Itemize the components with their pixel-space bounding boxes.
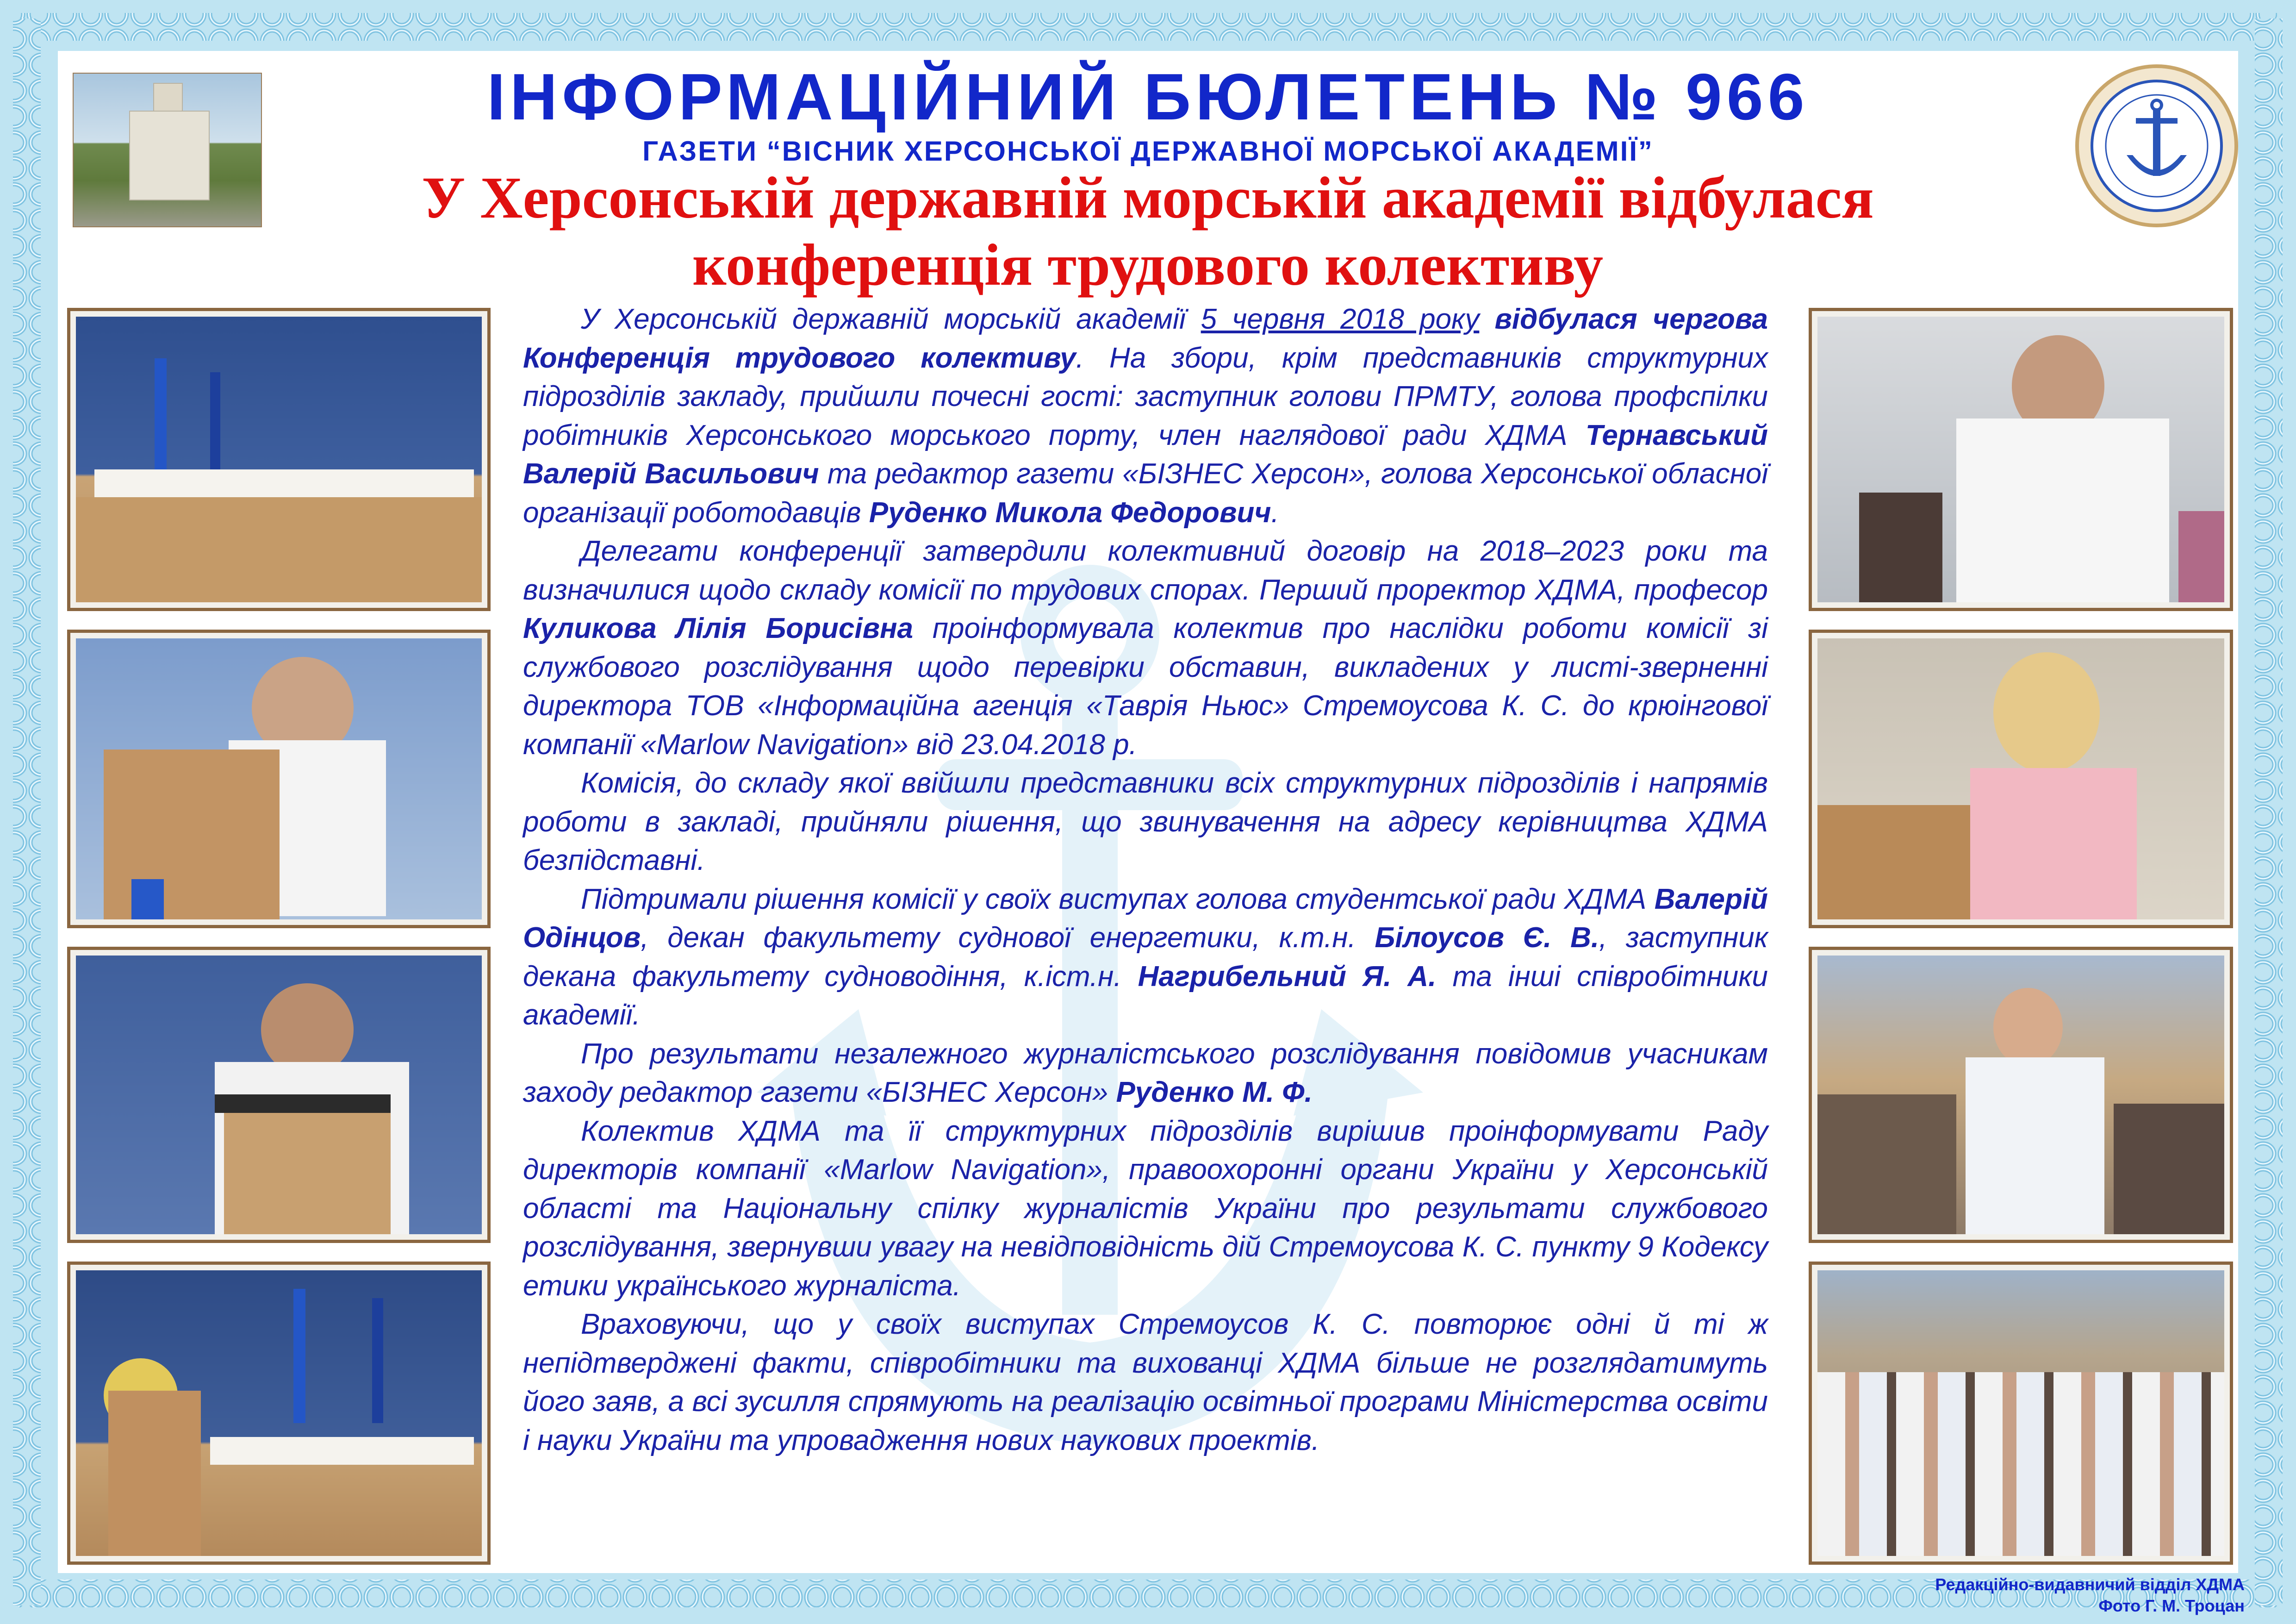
footer-credit (1902, 1574, 2245, 1617)
p1-text-d: та редактор газети «БІЗНЕС Херсон», голова Херсонської обласної організації роботодавців (523, 458, 1768, 529)
p4-text-a: Підтримали рішення комісії у своїх виступах голова студентської ради ХДМА (581, 883, 1655, 915)
article-paragraph-1 (523, 300, 1768, 532)
photo-speaker-2 (67, 947, 491, 1243)
p2-text-b: проінформувала колектив про наслідки роботи комісії зі службового розслідування щодо перевірки обставин, викладених у листі-зверненні директора ТОВ «Інформаційна агенція «Таврія Ньюс» Стремоусова К. С. до крюінгової компанії «Marlow Navigation» від 23.04.2018 р. (523, 612, 1768, 761)
photo-student-speaker (1809, 947, 2233, 1243)
p4-bold-3: Нагрибельний Я. А. (1138, 960, 1437, 993)
headline-line-1: У Херсонській державній морській академії відбулася (422, 165, 1874, 231)
photo-speaker-1 (67, 630, 491, 928)
photo-presidium-1 (67, 308, 491, 611)
p1-text-e: . (1271, 496, 1279, 529)
p4-bold-2: Білоусов Є. В. (1375, 922, 1599, 954)
p1-bold-1: відбулася чергова Конференція трудового колективу (523, 303, 1768, 374)
p4-text-c: , заступник декана факультету судноводіння, к.іст.н. (523, 922, 1768, 993)
p5-text-a: Про результати незалежного журналістського розслідування повідомив учасникам заходу редактор газети «БІЗНЕС Херсон» (523, 1037, 1768, 1108)
photo-presidium-2 (67, 1262, 491, 1565)
p1-text-a: У Херсонській державній морській академії (581, 303, 1201, 335)
photo-audience (1809, 1262, 2233, 1565)
p4-text-d: та інші співробітники академії. (523, 960, 1768, 1031)
p4-text-b: , декан факультету суднової енергетики, к.т.н. (641, 922, 1375, 954)
article-paragraph-5 (523, 1035, 1768, 1112)
p1-bold-2: Тернавський Валерій Васильович (523, 419, 1768, 490)
article-paragraph-3: Комісія, до складу якої ввійшли представники всіх структурних підрозділів і напрямів роботи в закладі, прийняли рішення, що звинувачення на адресу керівництва ХДМА безпідставні. (523, 767, 1768, 876)
p1-date: 5 червня 2018 року (1201, 303, 1480, 335)
article-paragraph-6: Колектив ХДМА та її структурних підрозділів вирішив проінформувати Раду директорів компанії «Marlow Navigation», правоохоронні органи України у Херсонській області та Національну спілку журналістів України про результати службового розслідування, звернувши увагу на невідповідність дій Стремоусова К. С. пункту 9 Кодексу етики українського журналіста. (523, 1115, 1768, 1302)
p2-bold-1: Куликова Лілія Борисівна (523, 612, 914, 644)
footer-dept: Редакційно-видавничий відділ ХДМА (1935, 1575, 2245, 1594)
article-paragraph-4 (523, 880, 1768, 1035)
article-paragraph-7: Враховуючи, що у своїх виступах Стремоусов К. С. повторює одні й ті ж непідтверджені факти, співробітники та вихованці ХДМА більше не розглядатимуть його заяв, а всі зусилля спрямують на реалізацію освітньої програми Міністерства освіти і науки України та упровадження нових наукових проектів. (523, 1308, 1768, 1456)
photo-speaker-3 (1809, 308, 2233, 611)
bulletin-title: ІНФОРМАЦІЙНИЙ БЮЛЕТЕНЬ № 966 (487, 60, 1809, 134)
photo-speaker-4 (1809, 630, 2233, 928)
article-headline (259, 164, 2036, 299)
p2-text-a: Делегати конференції затвердили колективний договір на 2018–2023 роки та визначилися щодо складу комісії по трудових спорах. Перший проректор ХДМА, професор (523, 535, 1768, 606)
footer-photo-credit: Фото Г. М. Троцан (2098, 1596, 2245, 1615)
article-body (523, 300, 1768, 1568)
p4-bold-1: Валерій Одінцов (523, 883, 1768, 954)
bulletin-subtitle: ГАЗЕТИ “ВІСНИК ХЕРСОНСЬКОЇ ДЕРЖАВНОЇ МОРСЬКОЇ АКАДЕМІЇ” (642, 136, 1654, 167)
headline-line-2: конференція трудового колективу (692, 232, 1604, 298)
article-paragraph-2 (523, 532, 1768, 764)
p1-bold-3: Руденко Микола Федорович (869, 496, 1271, 529)
p5-bold-1: Руденко М. Ф. (1116, 1076, 1313, 1108)
p1-text-b (1479, 303, 1494, 335)
p1-text-c: . На збори, крім представників структурних підрозділів закладу, прийшли почесні гості: заступник голови ПРМТУ, голова профспілки робітників Херсонського морського порту, член наглядової ради ХДМА (523, 342, 1768, 451)
